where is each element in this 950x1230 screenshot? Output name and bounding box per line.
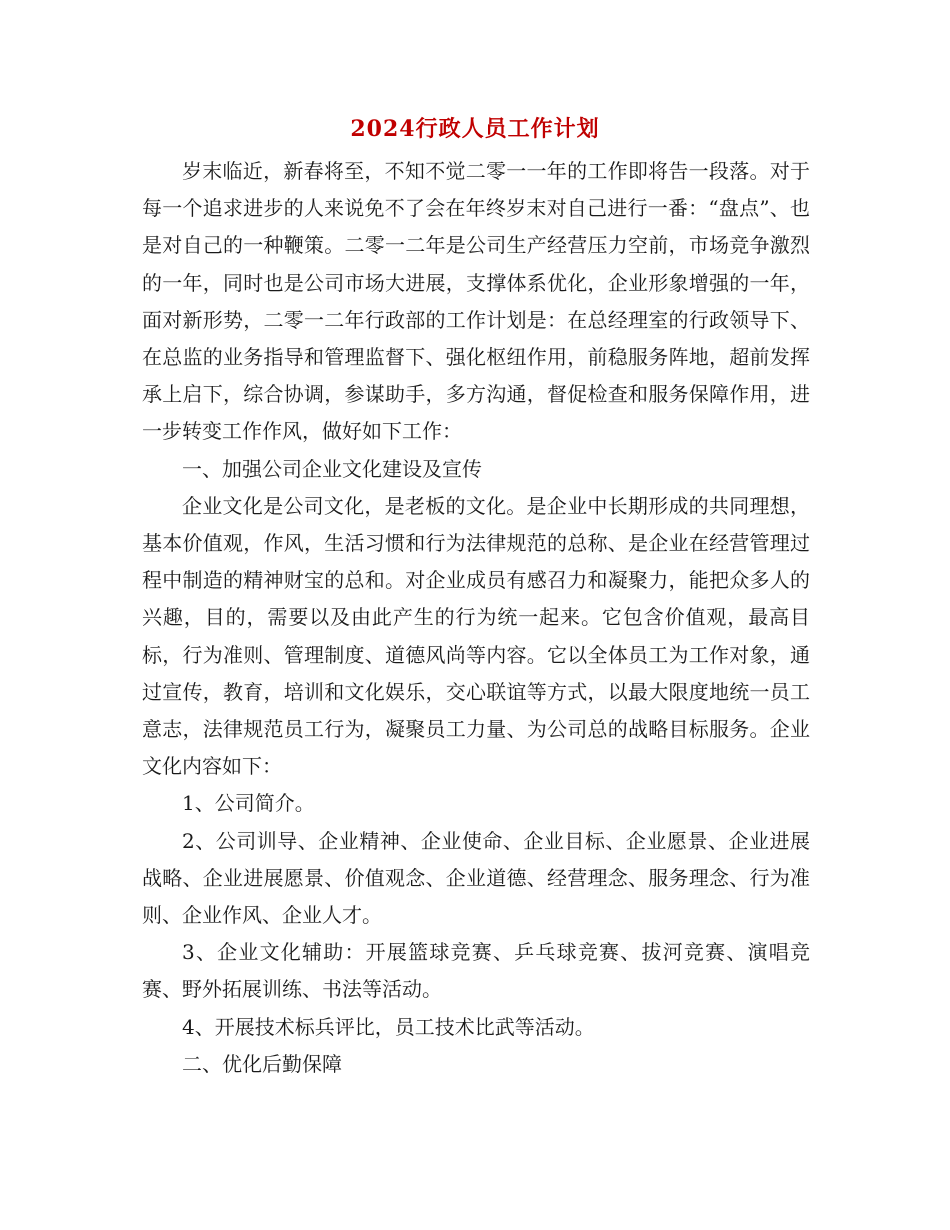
section-heading-logistics: 二、优化后勤保障: [182, 1051, 342, 1076]
list-item-1: 1、公司简介。: [182, 791, 315, 816]
document-title: 2024行政人员工作计划: [350, 116, 600, 142]
paragraph-intro: 岁末临近，新春将至，不知不觉二零一一年的工作即将告一段落。对于每一个追求进步的人来说免不了会在年终岁末对自己进行一番：“盘点”、也是对自己的一种鞭策。二零一二年是公司生产经营压力空前，市场竞争激烈的一年，同时也是公司市场大进展，支撑体系优化，企业形象增强的一年，面对新形势，二零一二年行政部的工作计划是：在总经理室的行政领导下、在总监的业务指导和管理监督下、强化枢纽作用，前稳服务阵地，超前发挥承上启下，综合协调，参谋助手，多方沟通，督促检查和服务保障作用，进一步转变工作作风，做好如下工作：: [142, 159, 810, 444]
list-item-4: 4、开展技术标兵评比，员工技术比武等活动。: [182, 1014, 595, 1039]
list-item-3: 3、企业文化辅助：开展篮球竞赛、乒乓球竞赛、拔河竞赛、演唱竞赛、野外拓展训练、书法等活动。: [142, 940, 810, 1002]
paragraph-culture: 企业文化是公司文化，是老板的文化。是企业中长期形成的共同理想，基本价值观，作风，生活习惯和行为法律规范的总称、是企业在经营管理过程中制造的精神财宝的总和。对企业成员有感召力和凝聚力，能把众多人的兴趣，目的，需要以及由此产生的行为统一起来。它包含价值观，最高目标，行为准则、管理制度、道德风尚等内容。它以全体员工为工作对象，通过宣传，教育，培训和文化娱乐，交心联谊等方式，以最大限度地统一员工意志，法律规范员工行为，凝聚员工力量、为公司总的战略目标服务。企业文化内容如下：: [142, 493, 810, 779]
document-body: [142, 153, 810, 1083]
section-heading-culture: 一、加强公司企业文化建设及宣传: [182, 456, 482, 481]
list-item-2: 2、公司训导、企业精神、企业使命、企业目标、企业愿景、企业进展战略、企业进展愿景、价值观念、企业道德、经营理念、服务理念、行为准则、企业作风、企业人才。: [142, 828, 810, 928]
